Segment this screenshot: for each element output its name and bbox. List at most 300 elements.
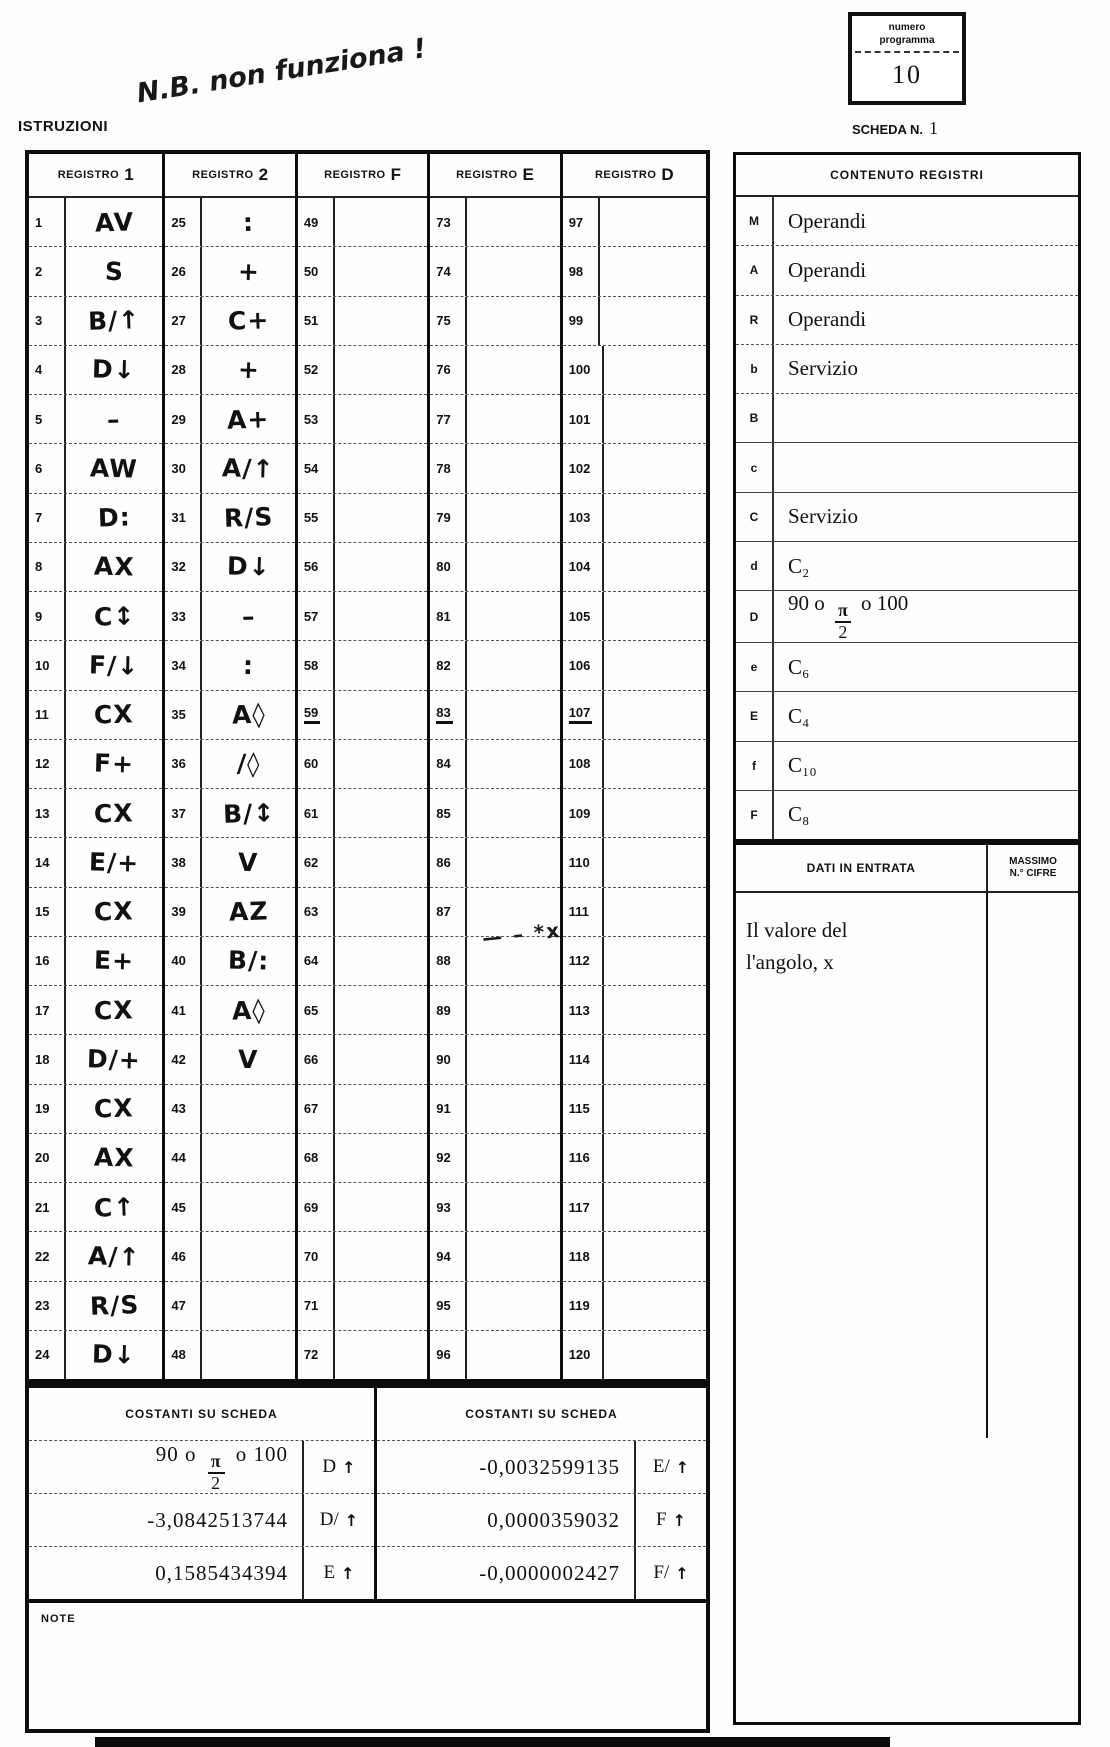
instruction-row (430, 789, 559, 838)
value-text (156, 1442, 288, 1493)
constant-register: E/ (652, 1456, 670, 1477)
register-content-value (774, 197, 1078, 245)
instruction-row (563, 838, 706, 887)
instruction-number (29, 1331, 66, 1379)
handwritten-instruction: D↓ (91, 1339, 137, 1370)
instruction-number-text: 24 (35, 1347, 50, 1363)
instruction-cell (335, 346, 427, 394)
instruction-number (430, 1282, 467, 1330)
instruction-row (430, 691, 559, 740)
instruction-number-text: 68 (303, 1150, 319, 1166)
input-data-value (736, 893, 1078, 978)
instruction-cell (335, 789, 427, 837)
instruction-cell (335, 543, 427, 591)
constant-value (377, 1441, 634, 1493)
fraction-denominator: 2 (838, 622, 848, 643)
instruction-cell (202, 1183, 294, 1231)
instruction-number (563, 838, 604, 886)
register-contents-rows (736, 197, 1078, 839)
instruction-number (29, 1282, 66, 1330)
instruction-row (430, 297, 559, 346)
instruction-number-text: 65 (303, 1002, 319, 1018)
scheda-number (852, 118, 938, 139)
instruction-number-text: 101 (568, 411, 591, 427)
instruction-number (298, 395, 335, 443)
register-header-prefix: REGISTRO (192, 169, 254, 181)
register-content-row (736, 443, 1078, 492)
instruction-number-text: 38 (171, 854, 186, 870)
input-data-value-line2: l'angolo, x (746, 949, 834, 974)
instruction-cell (604, 838, 706, 886)
instruction-row (29, 247, 162, 296)
instruction-number-text: 76 (436, 362, 451, 378)
handwritten-instruction: A/↑ (87, 1241, 141, 1272)
instruction-row (29, 1134, 162, 1183)
instruction-row (165, 297, 294, 346)
instruction-row (298, 395, 427, 444)
instruction-cell (202, 740, 294, 788)
instruction-cell (335, 494, 427, 542)
instruction-number-text: 29 (171, 411, 186, 427)
register-rows (165, 198, 294, 1379)
register-content-value (774, 246, 1078, 294)
instruction-number (298, 1085, 335, 1133)
instruction-number (165, 1035, 202, 1083)
constant-value (29, 1547, 302, 1599)
instruction-row (298, 740, 427, 789)
instruction-cell (202, 247, 294, 295)
register-column-header (29, 154, 162, 198)
input-data-panel (733, 842, 1081, 1725)
instruction-cell (335, 691, 427, 739)
instruction-cell (66, 1035, 162, 1083)
instruction-row (563, 1085, 706, 1134)
instruction-number (298, 1331, 335, 1379)
instruction-number (165, 592, 202, 640)
instruction-cell (604, 1085, 706, 1133)
instruction-cell (467, 641, 559, 689)
instruction-cell (604, 888, 706, 936)
handwritten-instruction: A+ (226, 403, 271, 435)
instruction-number-text: 5 (35, 411, 43, 427)
instruction-row (29, 641, 162, 690)
instruction-number (29, 346, 66, 394)
instruction-row (29, 395, 162, 444)
value-text (788, 591, 908, 642)
instruction-number (165, 641, 202, 689)
instruction-number (563, 986, 604, 1034)
instruction-number-text: 108 (568, 756, 591, 772)
instruction-row (298, 346, 427, 395)
register-column-header (563, 154, 706, 198)
handwritten-instruction: F/↓ (88, 650, 140, 681)
instruction-number-text: 110 (568, 854, 590, 870)
register-key: D (736, 591, 774, 642)
instruction-cell (202, 691, 294, 739)
instruction-number (563, 346, 604, 394)
instruction-number (165, 444, 202, 492)
instruction-cell (202, 1035, 294, 1083)
instruction-number (29, 444, 66, 492)
instruction-cell (467, 247, 559, 295)
instruction-number-text: 93 (436, 1199, 451, 1215)
instruction-cell (467, 1282, 559, 1330)
register-content-value (774, 296, 1078, 344)
register-column-F (298, 154, 430, 1379)
instruction-number-text: 73 (436, 214, 451, 230)
instruction-number-text: 11 (35, 707, 49, 723)
instruction-row (29, 986, 162, 1035)
instruction-number-text: 4 (35, 362, 43, 378)
instruction-number (29, 937, 66, 985)
register-content-row (736, 197, 1078, 246)
fraction-prefix: 90 o (788, 591, 830, 616)
instruction-number (29, 1035, 66, 1083)
instruction-number (430, 1085, 467, 1133)
instruction-number-text: 47 (171, 1298, 186, 1314)
instruction-cell (202, 592, 294, 640)
instruction-number (29, 543, 66, 591)
instruction-cell (66, 543, 162, 591)
handwritten-instruction: /◊ (236, 749, 261, 779)
instruction-number (563, 1282, 604, 1330)
register-content-value (774, 791, 1078, 839)
instruction-number-text: 10 (35, 657, 50, 673)
instruction-cell (202, 1134, 294, 1182)
instruction-row (563, 297, 706, 346)
handwritten-instruction: A◊ (231, 699, 266, 730)
value-text: Servizio (788, 356, 858, 381)
instruction-number-text: 79 (436, 510, 451, 526)
instruction-row (29, 1085, 162, 1134)
instruction-number-text: 18 (35, 1051, 50, 1067)
instruction-number-text: 80 (436, 559, 451, 575)
instruction-number-text: 49 (303, 214, 319, 230)
instruction-row (29, 444, 162, 493)
instruction-number-text: 19 (35, 1101, 50, 1117)
instruction-cell (202, 937, 294, 985)
handwritten-instruction: D↓ (226, 551, 271, 582)
fraction (208, 1450, 225, 1493)
constant-row (377, 1547, 706, 1599)
instruction-cell (604, 346, 706, 394)
instruction-number-text: 20 (35, 1150, 50, 1166)
instruction-cell (66, 297, 162, 345)
instruction-number (29, 1134, 66, 1182)
instruction-number (563, 198, 600, 246)
register-content-row (736, 394, 1078, 443)
instruction-row (165, 1282, 294, 1331)
instruction-number (29, 691, 66, 739)
instruction-number-text: 51 (303, 313, 319, 329)
instruction-number (298, 198, 335, 246)
instruction-number (430, 395, 467, 443)
fraction (835, 602, 851, 642)
handwritten-instruction: C+ (227, 305, 270, 336)
instruction-number (563, 641, 604, 689)
instruction-number-text: 27 (171, 313, 186, 329)
instruction-row (165, 691, 294, 740)
instruction-number (165, 1232, 202, 1280)
instruction-row (430, 494, 559, 543)
instruction-number-text: 61 (303, 805, 319, 821)
register-header-prefix: REGISTRO (456, 169, 518, 181)
instruction-number (298, 1035, 335, 1083)
instruction-number (430, 1134, 467, 1182)
instruction-cell (335, 1232, 427, 1280)
instruction-row (563, 395, 706, 444)
instruction-row (29, 592, 162, 641)
istruzioni-label: ISTRUZIONI (18, 118, 108, 135)
instruction-number-text: 88 (436, 953, 451, 969)
handwritten-instruction: C↑ (93, 1191, 136, 1223)
instruction-number-text: 71 (303, 1298, 319, 1314)
instruction-number (165, 1183, 202, 1231)
instruction-number (29, 740, 66, 788)
instruction-number-text: 9 (35, 608, 43, 624)
instruction-row (563, 740, 706, 789)
instruction-cell (335, 592, 427, 640)
value-text: C₈ (788, 802, 810, 827)
instruction-number-text: 2 (35, 263, 43, 279)
instruction-number (563, 297, 600, 345)
instruction-number (298, 592, 335, 640)
instruction-number-text: 15 (35, 904, 50, 920)
instruction-number-text: 54 (303, 460, 319, 476)
instruction-number-text: 44 (171, 1150, 186, 1166)
up-arrow-icon: ↑ (672, 1510, 686, 1530)
instruction-number (298, 494, 335, 542)
constants-left-title: COSTANTI SU SCHEDA (125, 1407, 278, 1421)
instruction-cell (66, 740, 162, 788)
register-content-value (774, 493, 1078, 541)
instruction-number-text: 57 (303, 608, 319, 624)
register-key: C (736, 493, 774, 541)
instruction-number-text: 72 (303, 1347, 319, 1363)
constant-destination (302, 1494, 374, 1546)
register-column-header (165, 154, 294, 198)
instruction-row (298, 838, 427, 887)
instruction-row (165, 888, 294, 937)
instruction-number (298, 1232, 335, 1280)
fraction-denominator: 2 (211, 1472, 222, 1493)
instruction-number-text: 12 (35, 756, 50, 772)
instruction-number-text: 3 (35, 313, 43, 329)
instruction-row (563, 1134, 706, 1183)
instruction-row (563, 1035, 706, 1084)
instruction-number (430, 592, 467, 640)
constant-row (29, 1441, 374, 1494)
handwritten-instruction: : (242, 207, 255, 237)
instruction-number (29, 986, 66, 1034)
instruction-number (430, 937, 467, 985)
instruction-number (29, 198, 66, 246)
instruction-row (29, 494, 162, 543)
value-text: -0,0000002427 (479, 1560, 620, 1585)
instruction-number (430, 888, 467, 936)
instruction-cell (335, 444, 427, 492)
instruction-cell (604, 1134, 706, 1182)
constant-destination (634, 1547, 706, 1599)
instruction-number-text: 7 (35, 510, 43, 526)
instruction-cell (467, 986, 559, 1034)
value-text: -3,0842513744 (147, 1507, 288, 1532)
instruction-number (165, 494, 202, 542)
instruction-number-text: 78 (436, 460, 451, 476)
register-column-2 (165, 154, 297, 1379)
register-key: c (736, 443, 774, 491)
instruction-cell (202, 297, 294, 345)
instruction-cell (335, 1183, 427, 1231)
instruction-cell (467, 740, 559, 788)
instruction-cell (604, 395, 706, 443)
instruction-cell (202, 444, 294, 492)
handwritten-instruction: CX (93, 797, 135, 829)
instruction-number-text: 109 (568, 805, 591, 821)
instruction-cell (604, 740, 706, 788)
instruction-number-text: 90 (436, 1051, 451, 1067)
instruction-row (165, 247, 294, 296)
instruction-number-text: 17 (35, 1002, 50, 1018)
register-key: E (736, 692, 774, 740)
instruction-row (165, 641, 294, 690)
instruction-row (430, 986, 559, 1035)
instruction-row (29, 543, 162, 592)
instruction-number (29, 1232, 66, 1280)
instruction-number-text: 103 (568, 510, 591, 526)
instruction-number-text: 21 (35, 1199, 50, 1215)
instruction-number (430, 740, 467, 788)
instruction-row (298, 1232, 427, 1281)
instruction-row (563, 346, 706, 395)
instruction-number (563, 543, 604, 591)
instruction-number-text: 111 (568, 904, 589, 920)
constants-right-rows (377, 1440, 706, 1599)
instruction-number-text: 77 (436, 411, 451, 427)
instruction-number (563, 1035, 604, 1083)
instruction-number (430, 198, 467, 246)
instruction-cell (467, 1183, 559, 1231)
register-column-E (430, 154, 562, 1379)
instruction-number-text: 119 (568, 1298, 590, 1314)
instruction-row (298, 247, 427, 296)
instruction-cell (202, 888, 294, 936)
instruction-cell (66, 1232, 162, 1280)
instruction-cell (604, 1331, 706, 1379)
instruction-cell (335, 1035, 427, 1083)
register-contents-title: CONTENUTO REGISTRI (736, 155, 1078, 197)
instruction-row (29, 838, 162, 887)
instruction-cell (467, 395, 559, 443)
handwritten-instruction: + (237, 355, 260, 385)
instruction-row (430, 543, 559, 592)
register-content-value (774, 443, 1078, 491)
instruction-number (298, 838, 335, 886)
value-text: C₂ (788, 553, 810, 578)
instruction-row (29, 198, 162, 247)
instruction-number-text: 118 (568, 1248, 590, 1264)
handwritten-instruction: B/↑ (87, 305, 141, 337)
fraction-numerator: π (208, 1453, 225, 1474)
instruction-cell (604, 1282, 706, 1330)
instruction-cell (66, 444, 162, 492)
instruction-cell (604, 1232, 706, 1280)
instruction-number-text: 105 (568, 608, 591, 624)
instruction-cell (66, 395, 162, 443)
instruction-number (298, 247, 335, 295)
instruction-row (165, 543, 294, 592)
instruction-row (563, 986, 706, 1035)
handwritten-instruction: D↓ (91, 354, 137, 385)
constant-destination (302, 1547, 374, 1599)
fraction-suffix: o 100 (229, 1441, 288, 1466)
fraction-numerator: π (835, 602, 851, 623)
instruction-number (430, 1035, 467, 1083)
instruction-row (29, 297, 162, 346)
instruction-number-text: 56 (303, 559, 319, 575)
register-content-row (736, 643, 1078, 692)
instruction-number-text: 28 (171, 362, 186, 378)
handwritten-instruction: A◊ (231, 995, 266, 1026)
instruction-row (298, 1331, 427, 1379)
instruction-row (430, 346, 559, 395)
instruction-number-text: 34 (171, 657, 186, 673)
constants-panel (25, 1383, 710, 1603)
max-digits-label-line1: MASSIMO (1009, 855, 1057, 867)
instruction-row (563, 444, 706, 493)
instruction-row (165, 444, 294, 493)
constants-right (377, 1388, 706, 1599)
instruction-cell (66, 198, 162, 246)
constant-value (377, 1547, 634, 1599)
instruction-number-text: 62 (303, 854, 319, 870)
handwritten-instruction: S (104, 256, 125, 287)
value-text: Servizio (788, 504, 858, 529)
handwritten-instruction: E+ (93, 945, 135, 976)
instruction-row (563, 691, 706, 740)
instruction-cell (202, 641, 294, 689)
instruction-number-text: 113 (568, 1002, 590, 1018)
constant-register: E (323, 1562, 336, 1583)
instruction-number-text: 46 (171, 1248, 186, 1264)
instruction-row (165, 789, 294, 838)
register-key: R (736, 296, 774, 344)
instruction-cell (604, 444, 706, 492)
instruction-number (298, 1183, 335, 1231)
instruction-row (29, 789, 162, 838)
scheda-value: 1 (929, 118, 939, 138)
instruction-row (298, 444, 427, 493)
instruction-row (430, 395, 559, 444)
instruction-number (165, 346, 202, 394)
instruction-number (430, 1331, 467, 1379)
instruction-row (563, 592, 706, 641)
instruction-number (430, 543, 467, 591)
value-text: 0,1585434394 (155, 1560, 288, 1585)
instruction-cell (467, 1035, 559, 1083)
instruction-cell (335, 247, 427, 295)
handwritten-instruction: AX (93, 551, 135, 582)
instruction-row (165, 346, 294, 395)
value-text: Operandi (788, 307, 867, 332)
instruction-cell (66, 641, 162, 689)
instruction-number-text: 97 (568, 214, 584, 230)
instruction-cell (604, 986, 706, 1034)
instruction-cell (66, 494, 162, 542)
instruction-number (430, 247, 467, 295)
instruction-row (298, 937, 427, 986)
register-content-value (774, 542, 1078, 590)
